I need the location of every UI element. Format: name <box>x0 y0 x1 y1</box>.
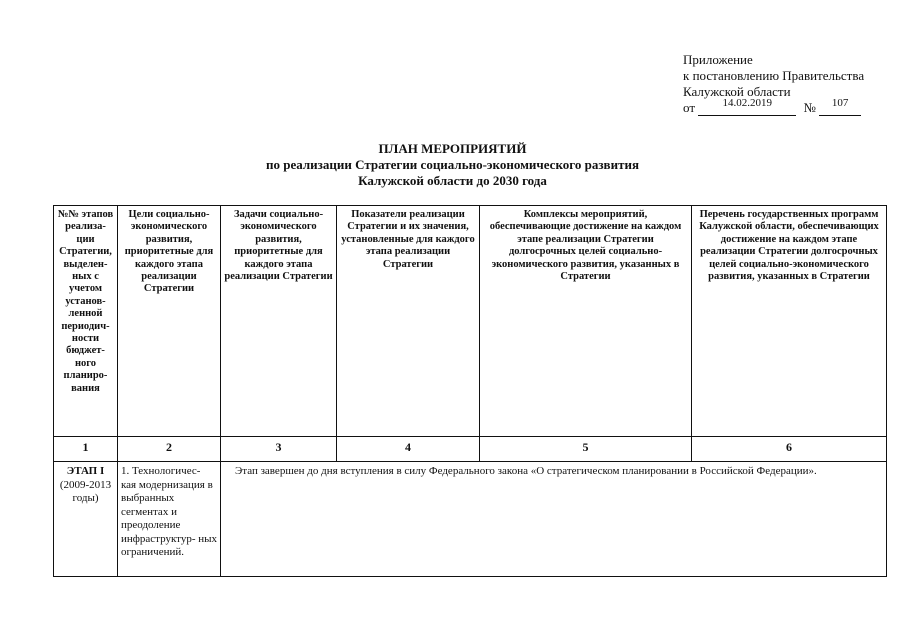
stage-cell <box>54 462 118 577</box>
header-cell: Цели социально- экономического развития, приоритетные для каждого этапа реализации Стратегии <box>118 206 221 437</box>
date-value: 14.02.2019 <box>722 97 773 109</box>
column-number: 2 <box>118 437 221 462</box>
column-number-row <box>54 437 887 462</box>
header-cell: №№ этапов реализа- ции Стратегии, выделен- ных с учетом установ- ленной периодич- ности бюджет- ного планиро- вания <box>54 206 118 437</box>
column-number: 1 <box>54 437 118 462</box>
header-cell: Задачи социально- экономического развития, приоритетные для каждого этапа реализации Стратегии <box>221 206 337 437</box>
plan-subtitle-1: по реализации Стратегии социально-экономического развития <box>266 157 639 172</box>
number-prefix: № <box>803 100 816 115</box>
column-number: 6 <box>692 437 887 462</box>
column-number: 4 <box>337 437 480 462</box>
plan-title: ПЛАН МЕРОПРИЯТИЙ <box>378 141 527 156</box>
column-number: 5 <box>480 437 692 462</box>
goal-cell: 1. Технологичес- кая модернизация в выбранных сегментах и преодоление инфраструктур- ных ограничений. <box>118 462 221 577</box>
appendix-block <box>683 52 864 116</box>
stage-period: (2009-2013 годы) <box>59 478 112 504</box>
stage-label: ЭТАП I <box>66 465 105 477</box>
column-number: 3 <box>221 437 337 462</box>
stage-note-cell: Этап завершен до дня вступления в силу Федерального закона «О стратегическом планировании в Российской Федерации». <box>221 462 887 577</box>
date-prefix: от <box>683 100 696 115</box>
table-header-row <box>54 206 887 437</box>
header-cell: Комплексы мероприятий, обеспечивающие достижение на каждом этапе реализации Стратегии долгосрочных целей социально- экономического развития, указанных в Стратегии <box>480 206 692 437</box>
date-field <box>698 97 796 116</box>
appendix-line-1: Приложение <box>683 52 753 67</box>
header-cell: Показатели реализации Стратегии и их значения, установленные для каждого этапа реализации Стратегии <box>337 206 480 437</box>
plan-table <box>53 205 887 577</box>
table-row <box>54 462 887 577</box>
appendix-date-line <box>683 97 864 116</box>
appendix-line-3: Калужской области <box>683 84 791 99</box>
appendix-line-2: к постановлению Правительства <box>683 68 865 83</box>
plan-subtitle-2: Калужской области до 2030 года <box>358 173 547 188</box>
number-field <box>819 97 861 116</box>
number-value: 107 <box>831 97 849 109</box>
header-cell: Перечень государственных программ Калужской области, обеспечивающих достижение на каждом этапе реализации Стратегии долгосрочных целей социально-экономического развития, указанных в Стратегии <box>692 206 887 437</box>
